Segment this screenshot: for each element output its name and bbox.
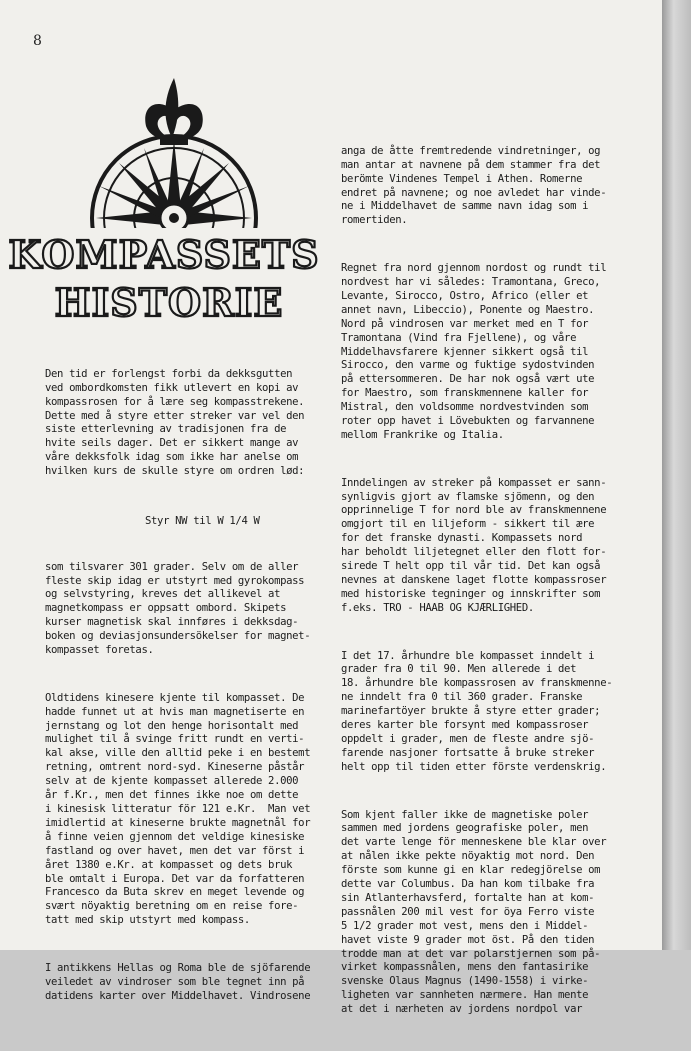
- page-number: 8: [33, 33, 42, 49]
- right-text-column: [341, 117, 641, 1051]
- paragraph: Regnet fra nord gjennom nordost og rundt til nordvest har vi således: Tramontana, Greco, Levante, Sirocco, Ostro, Africo (eller et annet navn, Libeccio), Ponente og Maestro. Nord på vindrosen var merket med en T for Tramontana (Vind fra Fjellene), og våre Middelhavsfarere kjenner sikkert også til Sirocco, den varme og fuktige sydostvinden på ettersommeren. De har nok også vært ute for Maestro, som franskmennene kaller for Mistral, den voldsomme nordvestvinden som roter opp havet i Lövebukten og farvannene mellom Frankrike og Italia.: [341, 262, 607, 441]
- paragraph: Inndelingen av streker på kompasset er sann- synligvis gjort av flamske sjömenn, og den opprinnelige T for nord ble av franskmennene omgjort til en liljeform - sikkert til ære for det franske dynasti. Kompassets nord har beholdt liljetegnet eller den flott for- sirede T helt opp til vår tid. Det kan også nevnes at danskene laget flotte kompassroser med historiske tegninger og innskrifter som f.eks. TRO - HAAB OG KJÆRLIGHED.: [341, 476, 607, 614]
- compass-rose-title-logo: [8, 68, 320, 338]
- paragraph: I antikkens Hellas og Roma ble de sjöfarende veiledet av vindroser som ble tegnet inn på datidens karter over Middelhavet. Vindrosene: [45, 961, 311, 1002]
- page-edge-shadow: [662, 0, 691, 950]
- steering-command: Styr NW til W 1/4 W: [145, 514, 260, 527]
- title-line-2: HISTORIE: [54, 280, 284, 325]
- paragraph: I det 17. århundre ble kompasset inndelt i grader fra 0 til 90. Men allerede i det 18. århundre ble kompassrosen av franskmenne- ne inndelt fra 0 til 360 grader. Franske marinefartöyer brukte å styre etter grader; deres karter ble forsynt med kompassroser oppdelt i grader, men de fleste andre sjö- farende nasjoner fortsatte å bruke streker helt opp til tiden etter förste verdenskrig.: [341, 649, 613, 773]
- paragraph: som tilsvarer 301 grader. Selv om de aller fleste skip idag er utstyrt med gyrokompass og selvstyring, kreves det allikevel at magnetkompass er oppsatt ombord. Skipets kurser magnetisk skal innføres i dekksdag- boken og deviasjonsundersökelser for magnet- kompasset foretas.: [45, 560, 311, 657]
- paragraph: Som kjent faller ikke de magnetiske poler sammen med jordens geografiske poler, men det varte lenge för menneskene ble klar over at nålen ikke pekte nöyaktig mot nord. Den förste som kunne gi en klar redegjörelse om dette var Columbus. Da han kom tilbake fra sin Atlanterhavsferd, fortalte han at kom- passnålen 200 mil vest for öya Ferro viste 5 1/2 grader mot vest, mens den i Middel- havet viste 9 grader mot öst. På den tiden trodde man at det var polarstjernen som på- virket kompassnålen, mens den fantasirike svenske Olaus Magnus (1490-1558) i virke- ligheten var sannheten nærmere. Han mente at det i nærheten av jordens nordpol var: [341, 808, 607, 1016]
- paragraph: Oldtidens kinesere kjente til kompasset. De hadde funnet ut at hvis man magnetiserte en jernstang og lot den henge horisontalt med mulighet til å svinge fritt rundt en verti- kal akse, ville den alltid peke i en bestemt retning, omtrent nord-syd. Kineserne påstår selv at de kjente kompasset allerede 2.000 år f.Kr., men det finnes ikke noe om dette i kinesisk litteratur för 121 e.Kr. Man vet imidlertid at kineserne brukte magnetnål for å finne veien gjennom det veldige kinesiske fastland og over havet, men det var först i året 1380 e.Kr. at kompasset og dets bruk ble omtalt i Europa. Det var da forfatteren Francesco da Buta skrev en meget levende og svært nöyaktig beretning om en reise fore- tatt med skip utstyrt med kompass.: [45, 691, 311, 927]
- paragraph: anga de åtte fremtredende vindretninger, og man antar at navnene på dem stammer fra det berömte Vindenes Tempel i Athen. Romerne endret på navnene; og noe avledet har vinde- ne i Middelhavet de samme navn idag som i romertiden.: [341, 144, 607, 227]
- title-line-1: KOMPASSETS: [8, 232, 320, 277]
- left-text-column: [45, 340, 320, 1038]
- paragraph: Den tid er forlengst forbi da dekksgutten ved ombordkomsten fikk utlevert en kopi av kompassrosen for å lære seg kompasstrekene. Dette med å styre etter streker var vel den siste etterlevning av tradisjonen fra de hvite seils dager. Det er sikkert mange av våre dekksfolk idag som ikke har anelse om hvilken kurs de skulle styre om ordren lød:: [45, 367, 305, 478]
